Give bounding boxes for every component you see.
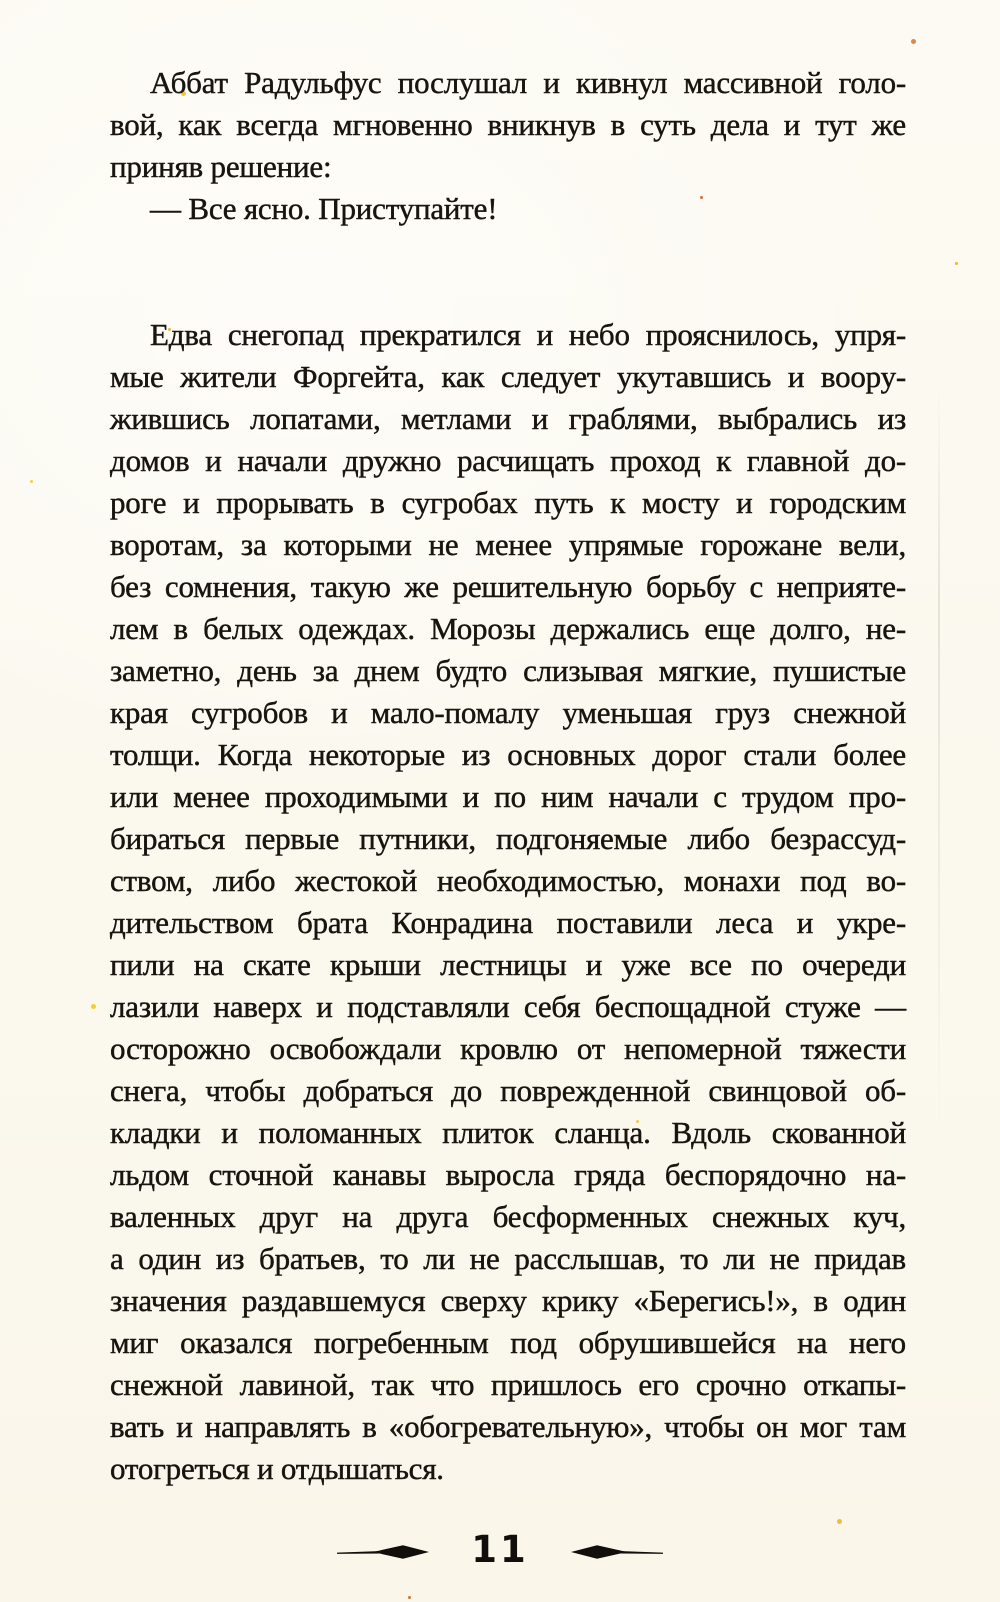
text-line: лазили наверх и подставляли себя беспощадной стуже —	[110, 989, 906, 1024]
page-number: 11	[471, 1528, 529, 1571]
text-line: значения раздавшемуся сверху крику «Берегись!», в один	[110, 1283, 906, 1318]
paragraph-dialogue	[110, 188, 906, 230]
text-line: осторожно освобождали кровлю от непомерной тяжести	[110, 1031, 906, 1066]
text-line: — Все ясно. Приступайте!	[150, 191, 498, 226]
text-line: валенных друг на друга бесформенных снежных куч,	[110, 1199, 906, 1234]
section-break	[110, 230, 906, 314]
page-footer	[0, 1528, 1000, 1572]
text-line: жившись лопатами, метлами и граблями, выбрались из	[110, 401, 906, 436]
scan-speckles	[0, 0, 3, 3]
text-line: толщи. Когда некоторые из основных дорог стали более	[110, 737, 906, 772]
text-line: воротам, за которыми не менее упрямые горожане вели,	[110, 527, 906, 562]
text-line: домов и начали дружно расчищать проход к главной до-	[110, 443, 906, 478]
text-line: лем в белых одеждах. Морозы держались еще долго, не-	[110, 611, 906, 646]
text-line: вой, как всегда мгновенно вникнув в суть дела и тут же	[110, 107, 906, 142]
text-line: отогреться и отдышаться.	[110, 1451, 444, 1486]
text-line: кладки и поломанных плиток сланца. Вдоль скованной	[110, 1115, 906, 1150]
text-line: без сомнения, такую же решительную борьбу с неприяте-	[110, 569, 906, 604]
text-line: Аббат Радульфус послушал и кивнул массивной голо-	[150, 65, 906, 100]
paragraph	[110, 62, 906, 188]
text-line: ством, либо жестокой необходимостью, монахи под во-	[110, 863, 906, 898]
text-line: дительством брата Конрадина поставили леса и укре-	[110, 905, 906, 940]
text-line: заметно, день за днем будто слизывая мягкие, пушистые	[110, 653, 906, 688]
text-line: роге и прорывать в сугробах путь к мосту и городским	[110, 485, 906, 520]
text-line: края сугробов и мало-помалу уменьшая груз снежной	[110, 695, 906, 730]
text-line: миг оказался погребенным под обрушившейся на него	[110, 1325, 906, 1360]
text-line: или менее проходимыми и по ним начали с трудом про-	[110, 779, 906, 814]
paragraph	[110, 314, 906, 1490]
text-line: мые жители Форгейта, как следует укутавшись и воору-	[110, 359, 906, 394]
text-line: снежной лавиной, так что пришлось его срочно откапы-	[110, 1367, 906, 1402]
text-line: снега, чтобы добраться до поврежденной свинцовой об-	[110, 1073, 906, 1108]
footer-ornament-right-icon	[571, 1543, 663, 1561]
text-line: вать и направлять в «обогревательную», чтобы он мог там	[110, 1409, 906, 1444]
text-block	[110, 62, 906, 1490]
text-line: пили на скате крыши лестницы и уже все по очереди	[110, 947, 906, 982]
text-line: Едва снегопад прекратился и небо прояснилось, упря-	[150, 317, 906, 352]
footer-ornament-left-icon	[337, 1543, 429, 1561]
scan-crease	[938, 380, 940, 1140]
text-line: приняв решение:	[110, 149, 332, 184]
text-line: а один из братьев, то ли не расслышав, то ли не придав	[110, 1241, 906, 1276]
text-line: бираться первые путники, подгоняемые либо безрассуд-	[110, 821, 906, 856]
text-line: льдом сточной канавы выросла гряда беспорядочно на-	[110, 1157, 906, 1192]
